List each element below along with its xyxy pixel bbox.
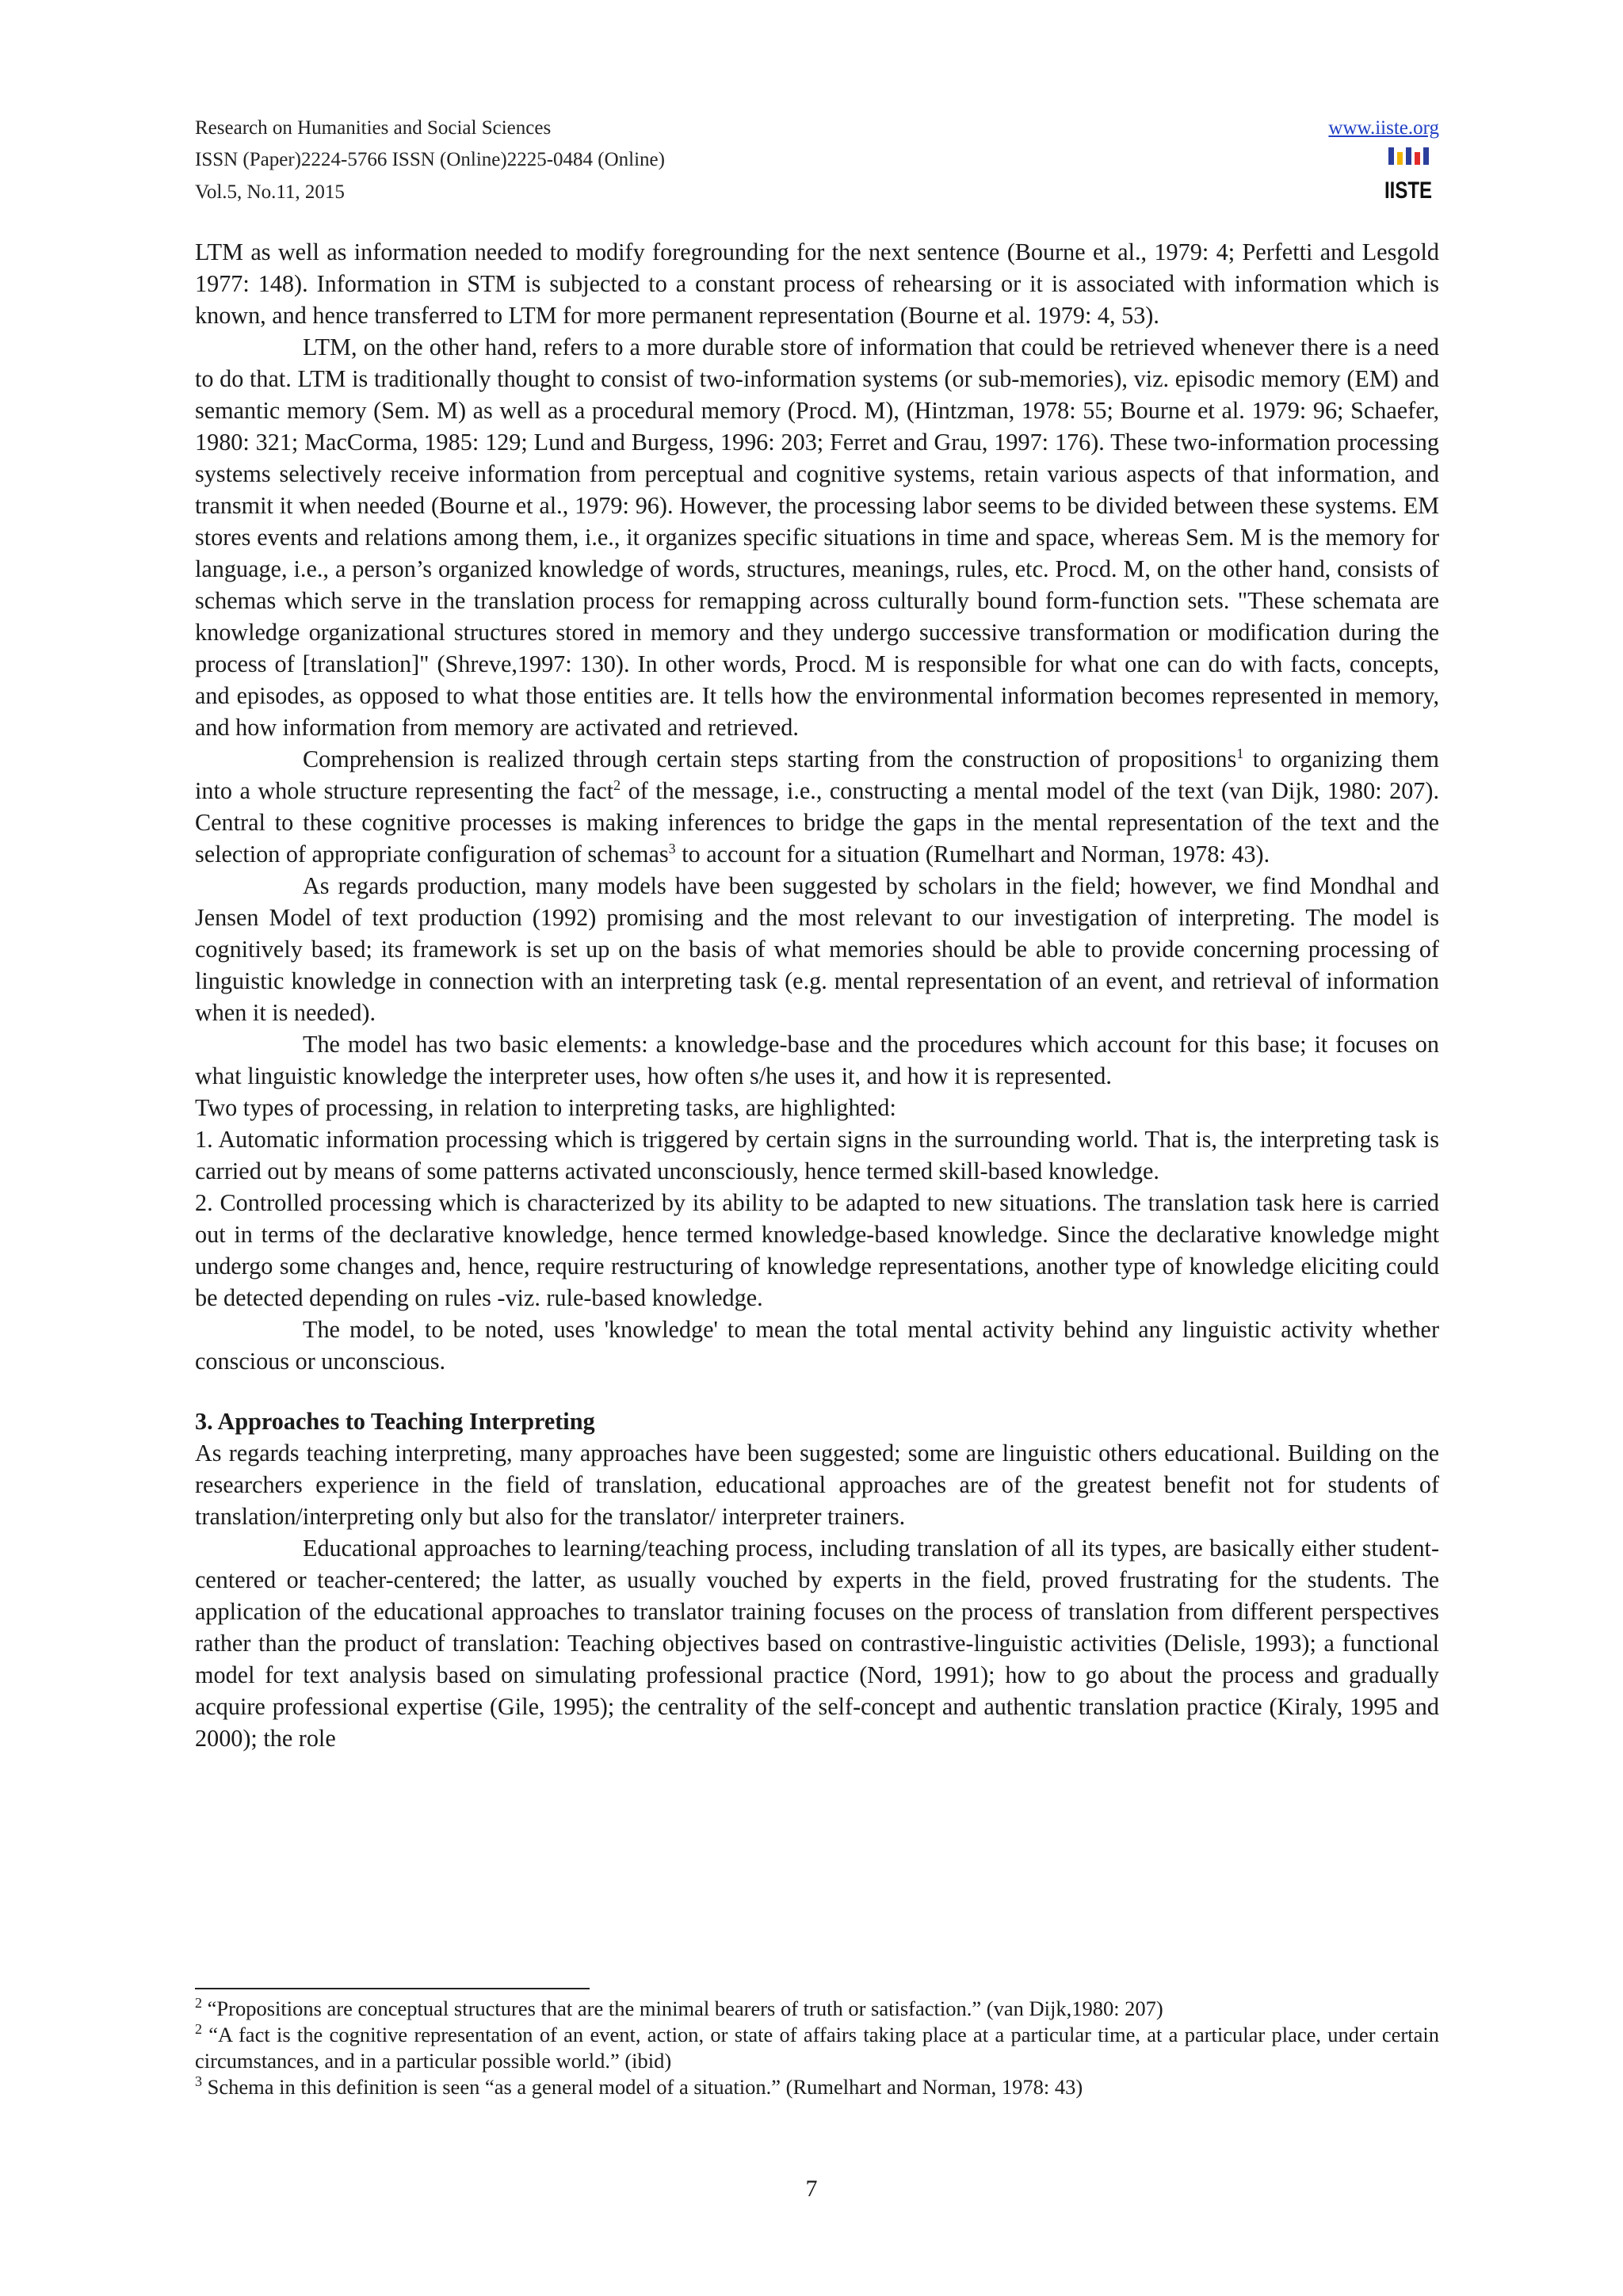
issn-line: ISSN (Paper)2224-5766 ISSN (Online)2225-0484 (Online): [195, 149, 665, 170]
footnote-text: “A fact is the cognitive representation of an event, action, or state of affairs taking place at a particular time, at a particular place, under certain circumstances, and in a particular possible world.” (ibid): [195, 2023, 1439, 2073]
journal-website-link[interactable]: www.iiste.org: [1328, 117, 1439, 139]
journal-title: Research on Humanities and Social Sciences: [195, 117, 552, 139]
section-heading: 3. Approaches to Teaching Interpreting: [195, 1408, 595, 1435]
footnote: [195, 2022, 1439, 2074]
footnote: [195, 2074, 1439, 2100]
page-number: 7: [805, 2176, 818, 2202]
paragraph: Educational approaches to learning/teaching process, including translation of all its types, are basically either student-centered or teacher-centered; the latter, as usually vouched by experts in the field, proved frustrating for the students. The application of the educational approaches to translator training focuses on the process of translation from different perspectives rather than the product of translation: Teaching objectives based on contrastive-linguistic activities (Delisle, 1993); a functional model for text analysis based on simulating professional practice (Nord, 1991); how to go about the process and gradually acquire professional expertise (Gile, 1995); the centrality of the self-concept and authentic translation practice (Kiraly, 1995 and 2000); the role: [195, 1535, 1439, 1752]
footnote-mark: 2: [195, 2021, 202, 2038]
paragraph: As regards teaching interpreting, many approaches have been suggested; some are linguistic others educational. Building on the researchers experience in the field of translation, educational approaches are of the greatest benefit not for students of translation/interpreting only but also for the translator/ interpreter trainers.: [195, 1440, 1439, 1530]
page-header: [195, 111, 1439, 214]
list-item: 1. Automatic information processing which is triggered by certain signs in the surrounding world. That is, the interpreting task is carried out by means of some patterns activated unconsciously, hence termed skill-based knowledge.: [195, 1126, 1439, 1184]
paragraph: As regards production, many models have been suggested by scholars in the field; however, we find Mondhal and Jensen Model of text production (1992) promising and the most relevant to our investigation of interpreting. The model is cognitively based; its framework is set up on the basis of what memories should be able to provide concerning processing of linguistic knowledge in connection with an interpreting task (e.g. mental representation of an event, and retrieval of information when it is needed).: [195, 872, 1439, 1026]
footnote: [195, 1996, 1439, 2022]
volume-line: Vol.5, No.11, 2015: [195, 181, 345, 203]
list-item: 2. Controlled processing which is characterized by its ability to be adapted to new situations. The translation task here is carried out in terms of the declarative knowledge, hence termed knowledge-based knowledge. Since the declarative knowledge might undergo some changes and, hence, require restructuring of knowledge representations, another type of knowledge eliciting could be detected depending on rules -viz. rule-based knowledge.: [195, 1189, 1439, 1311]
paragraph: LTM as well as information needed to modify foregrounding for the next sentence (Bourne et al., 1979: 4; Perfetti and Lesgold 1977: 148). Information in STM is subjected to a constant process of rehearsing or it is associated with information which is known, and hence transferred to LTM for more permanent representation (Bourne et al. 1979: 4, 53).: [195, 238, 1439, 329]
footnote-ref: 3: [668, 840, 676, 856]
paragraph-text: to account for a situation (Rumelhart and Norman, 1978: 43).: [675, 841, 1270, 868]
footnote-divider: [195, 1988, 590, 1989]
paragraph-text: of the message, i.e., constructing a mental model of the text (van Dijk, 1980: 207). Central to these cognitive processes is making inferences to bridge the gaps in the mental representation of the text and the selection of appropriate configuration of schemas: [195, 777, 1440, 868]
footnote-text: Schema in this definition is seen “as a general model of a situation.” (Rumelhart and Norman, 1978: 43): [202, 2075, 1083, 2099]
paragraph: The model, to be noted, uses 'knowledge' to mean the total mental activity behind any linguistic activity whether conscious or unconscious.: [195, 1316, 1439, 1375]
paragraph-text: to organizing them into a whole structure representing the fact: [195, 746, 1440, 804]
iiste-logo-icon: [1382, 146, 1434, 206]
paragraph: Two types of processing, in relation to interpreting tasks, are highlighted:: [195, 1094, 896, 1121]
footnote-ref: 1: [1236, 745, 1244, 761]
paragraph-text: Comprehension is realized through certain steps starting from the construction of propositions: [303, 746, 1237, 772]
article-body: [195, 236, 1439, 1754]
footnotes: [195, 1996, 1439, 2100]
footnote-ref: 2: [613, 776, 621, 793]
logo-wordmark: IISTE: [1384, 177, 1432, 204]
footnote-text: “Propositions are conceptual structures that are the minimal bearers of truth or satisfaction.” (van Dijk,1980: 207): [202, 1997, 1163, 2020]
footnote-mark: 2: [195, 1995, 202, 2012]
paragraph: [195, 743, 1439, 870]
footnote-mark: 3: [195, 2073, 202, 2090]
paragraph: LTM, on the other hand, refers to a more durable store of information that could be retrieved whenever there is a need to do that. LTM is traditionally thought to consist of two-information systems (or sub-memories), viz. episodic memory (EM) and semantic memory (Sem. M) as well as a procedural memory (Procd. M), (Hintzman, 1978: 55; Bourne et al. 1979: 96; Schaefer, 1980: 321; MacCorma, 1985: 129; Lund and Burgess, 1996: 203; Ferret and Grau, 1997: 176). These two-information processing systems selectively receive information from perceptual and cognitive systems, retain various aspects of that information, and transmit it when needed (Bourne et al., 1979: 96). However, the processing labor seems to be divided between these systems. EM stores events and relations among them, i.e., it organizes specific situations in time and space, whereas Sem. M is the memory for language, i.e., a person’s organized knowledge of words, structures, meanings, rules, etc. Procd. M, on the other hand, consists of schemas which serve in the translation process for remapping across culturally bound form-function sets. "These schemata are knowledge organizational structures stored in memory and they undergo successive transformation or modification during the process of [translation]" (Shreve,1997: 130). In other words, Procd. M is responsible for what one can do with facts, concepts, and episodes, as opposed to what those entities are. It tells how the environmental information becomes represented in memory, and how information from memory are activated and retrieved.: [195, 334, 1439, 741]
paragraph: The model has two basic elements: a knowledge-base and the procedures which account for this base; it focuses on what linguistic knowledge the interpreter uses, how often s/he uses it, and how it is represented.: [195, 1031, 1439, 1089]
